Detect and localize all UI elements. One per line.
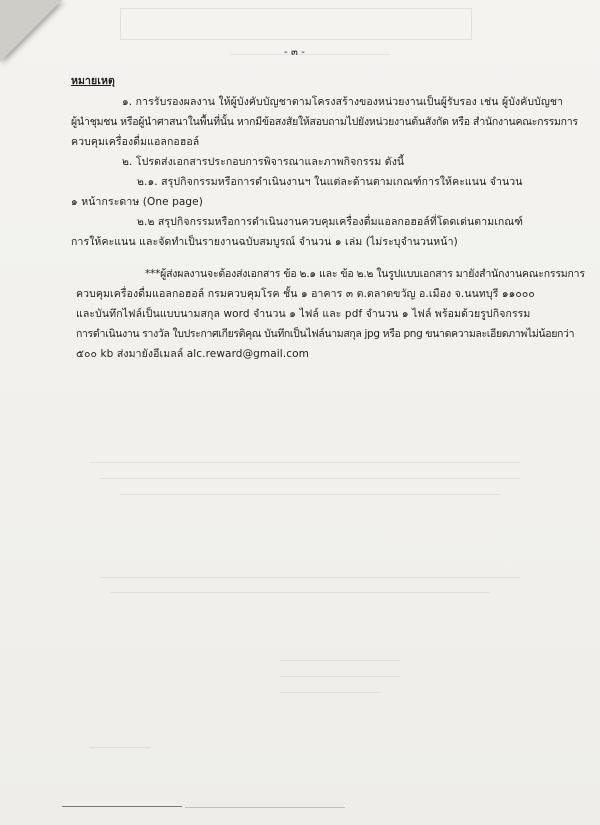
folded-corner (0, 0, 62, 62)
show-through-line (230, 54, 390, 55)
show-through-line (120, 494, 500, 495)
note-2-heading: ๒. โปรดส่งเอกสารประกอบการพิจารณาและภาพกิจกรรม ดังนี้ (122, 156, 405, 168)
note-2-1-line-2: ๑ หน้ากระดาษ (One page) (71, 196, 203, 208)
show-through-line (280, 692, 380, 693)
note-1-line-2: ผู้นำชุมชน หรือผู้นำศาสนาในพื้นที่นั้น หากมีข้อสงสัยให้สอบถามไปยังหน่วยงานต้นสังกัด หรือ สำนักงานคณะกรรมการ (71, 116, 578, 128)
remarks-heading: หมายเหตุ (71, 75, 115, 87)
submission-line-2: ควบคุมเครื่องดื่มแอลกอฮอล์ กรมควบคุมโรค ชั้น ๑ อาคาร ๓ ต.ตลาดขวัญ อ.เมือง จ.นนทบุรี ๑๑๐๐๐ (76, 288, 535, 300)
note-1-line-3: ควบคุมเครื่องดื่มแอลกอฮอล์ (71, 136, 200, 148)
note-1-line-1: ๑. การรับรองผลงาน ให้ผู้บังคับบัญชาตามโครงสร้างของหน่วยงานเป็นผู้รับรอง เช่น ผู้บังคับบัญชา (122, 96, 564, 108)
footer-rule-faint (185, 807, 345, 808)
submission-line-3: และบันทึกไฟล์เป็นแบบนามสกุล word จำนวน ๑ ไฟล์ และ pdf จำนวน ๑ ไฟล์ พร้อมด้วยรูปกิจกรรม (76, 308, 531, 320)
show-through-line (90, 747, 150, 748)
page-number: - ๓ - (284, 47, 305, 58)
show-through-line (100, 577, 520, 578)
note-2-2-line-2: การให้คะแนน และจัดทำเป็นรายงานฉบับสมบูรณ์ จำนวน ๑ เล่ม (ไม่ระบุจำนวนหน้า) (71, 236, 458, 248)
show-through-line (280, 676, 400, 677)
show-through-line (90, 462, 520, 463)
show-through-line (110, 592, 490, 593)
submission-line-1: ***ผู้ส่งผลงานจะต้องส่งเอกสาร ข้อ ๒.๑ และ ข้อ ๒.๒ ในรูปแบบเอกสาร มายังสำนักงานคณะกรรมการ (145, 268, 585, 280)
footer-rule (62, 806, 182, 807)
note-2-2-line-1: ๒.๒ สรุปกิจกรรมหรือการดำเนินงานควบคุมเครื่องดื่มแอลกอฮอล์ที่โดดเด่นตามเกณฑ์ (137, 216, 524, 228)
show-through-line (100, 478, 520, 479)
note-2-1-line-1: ๒.๑. สรุปกิจกรรมหรือการดำเนินงานฯ ในแต่ละด้านตามเกณฑ์การให้คะแนน จำนวน (137, 176, 523, 188)
submission-line-4: การดำเนินงาน รางวัล ใบประกาศเกียรติคุณ บันทึกเป็นไฟล์นามสกุล jpg หรือ png ขนาดความละเอียดภาพไม่น้อยกว่า (76, 328, 575, 340)
show-through-line (280, 660, 400, 661)
show-through-box (120, 8, 472, 40)
submission-line-5: ๕๐๐ kb ส่งมายังอีเมลล์ alc.reward@gmail.com (76, 348, 309, 360)
